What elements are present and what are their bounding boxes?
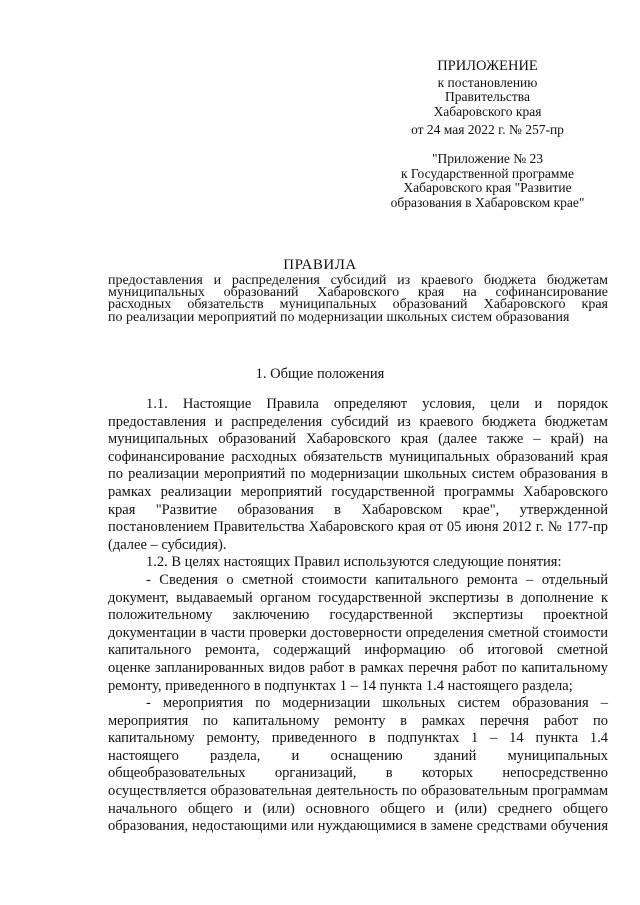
paragraph-line: положительному заключению государственной экспертизы проектной xyxy=(108,607,608,624)
paragraph-line: документации в части проверки достоверности определения сметной стоимости xyxy=(108,624,608,641)
appendix-block xyxy=(370,59,605,138)
subtitle-line: по реализации мероприятий по модернизации школьных систем образования xyxy=(108,309,570,325)
appendix-line: Хабаровского края xyxy=(433,103,542,119)
paragraph-line: рамках реализации мероприятий государственной программы Хабаровского xyxy=(108,483,608,500)
subtitle-line: расходных обязательств муниципальных образований Хабаровского края xyxy=(108,297,608,313)
paragraph-line: - мероприятия по модернизации школьных систем образования – xyxy=(146,695,608,712)
paragraph-line: оценке запланированных видов работ в рамках перечня работ по капитальному xyxy=(108,659,608,676)
document-title: ПРАВИЛА xyxy=(283,257,357,273)
paragraph-line: софинансирование расходных обязательств муниципальных образований края xyxy=(108,448,608,465)
paragraph-line: муниципальных образований Хабаровского края (далее также – край) на xyxy=(108,431,608,448)
appendix-quote-line: образования в Хабаровском крае" xyxy=(390,194,585,210)
appendix-title: ПРИЛОЖЕНИЕ xyxy=(437,58,538,74)
paragraph-line: (далее – субсидия). xyxy=(108,536,227,553)
paragraph-line: капитального ремонта, содержащий информацию об итоговой сметной xyxy=(108,642,608,659)
appendix-line: к постановлению xyxy=(437,74,538,90)
paragraph-line: постановлением Правительства Хабаровского края от 05 июня 2012 г. № 177-пр xyxy=(108,519,608,536)
paragraph-line: образования, недостающими или нуждающимися в замене средствами обучения xyxy=(108,818,608,835)
appendix-quote-line: "Приложение № 23 xyxy=(431,151,544,166)
document-subtitle xyxy=(108,275,608,324)
paragraph-line: общеобразовательных организаций, в которых непосредственно xyxy=(108,765,608,782)
paragraph-line: капитальному ремонту, приведенного в подпунктах 1 – 14 пункта 1.4 xyxy=(108,730,608,747)
paragraph-line: края "Развитие образования в Хабаровском крае", утвержденной xyxy=(108,501,608,518)
paragraph-line: документ, выдаваемый органом государственной экспертизы в дополнение к xyxy=(108,589,608,606)
appendix-quote-line: Хабаровского края "Развитие xyxy=(403,180,572,195)
paragraph-line: настоящего раздела, и оснащению зданий муниципальных xyxy=(108,747,608,764)
paragraph-line: 1.2. В целях настоящих Правил используются следующие понятия: xyxy=(146,554,562,571)
subtitle-line: муниципальных образований Хабаровского края на софинансирование xyxy=(108,285,608,301)
paragraph-line: ремонту, приведенного в подпунктах 1 – 14 пункта 1.4 настоящего раздела; xyxy=(108,677,573,694)
paragraph-line: предоставления и распределения субсидий из краевого бюджета бюджетам xyxy=(108,413,608,430)
paragraph-line: начального общего и (или) основного общего и (или) среднего общего xyxy=(108,800,608,817)
body-text xyxy=(108,396,608,836)
paragraph-line: осуществляется образовательная деятельность по образовательным программам xyxy=(108,783,608,800)
appendix-quote-line: к Государственной программе xyxy=(400,165,575,181)
paragraph-line: мероприятия по капитальному ремонту в рамках перечня работ по xyxy=(108,712,608,729)
appendix-line: Правительства xyxy=(445,89,530,104)
paragraph-line: 1.1. Настоящие Правила определяют условия, цели и порядок xyxy=(146,396,608,412)
appendix-date: от 24 мая 2022 г. № 257-пр xyxy=(411,122,564,137)
paragraph-line: - Сведения о сметной стоимости капитального ремонта – отдельный xyxy=(146,571,608,588)
appendix-quote-block xyxy=(370,152,605,210)
subtitle-line: предоставления и распределения субсидий из краевого бюджета бюджетам xyxy=(108,273,608,288)
paragraph-line: по реализации мероприятий по модернизации школьных систем образования в xyxy=(108,466,608,483)
section-heading: 1. Общие положения xyxy=(255,366,385,382)
